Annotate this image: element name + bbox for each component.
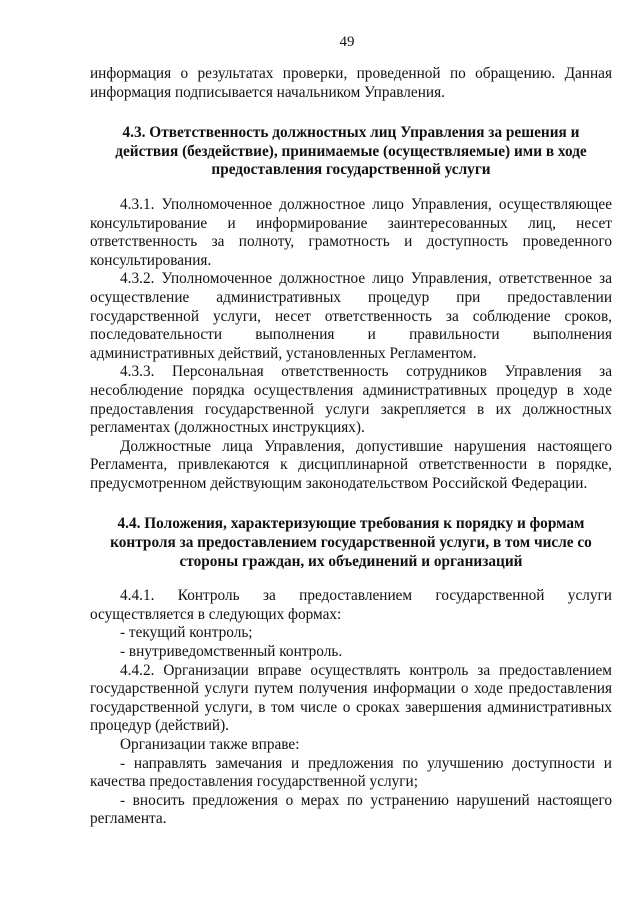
paragraph-4-3-1: 4.3.1. Уполномоченное должностное лицо Управления, осуществляющее консультирование и информирование заинтересованных лиц, несет ответственность за полноту, грамотность и доступность проведенного консультирования. xyxy=(90,195,612,269)
paragraph-organizations-rights: Организации также вправе: xyxy=(120,736,300,753)
paragraph-4-4-2: 4.4.2. Организации вправе осуществлять контроль за предоставлением государственной услуги путем получения информации о ходе предоставления государственной услуги, в том числе о сроках завершения административных процедур (действий). xyxy=(90,661,612,735)
paragraph-officials-liability: Должностные лица Управления, допустившие нарушения настоящего Регламента, привлекаются к дисциплинарной ответственности в порядке, предусмотренном действующим законодательством Российской Федерации. xyxy=(90,437,612,492)
page-number: 49 xyxy=(339,34,355,50)
list-item-current-control: - текущий контроль; xyxy=(120,624,253,642)
paragraph-4-3-3: 4.3.3. Персональная ответственность сотрудников Управления за несоблюдение порядка осуществления административных процедур в ходе предоставления государственной услуги закрепляется в их должностных регламентах (должностных инструкциях). xyxy=(90,363,612,437)
section-4-4-heading: 4.4. Положения, характеризующие требования к порядку и формам контроля за предоставлением государственной услуги, в том числе со стороны граждан, их объединений и организаций xyxy=(110,515,592,570)
paragraph-4-3-2: 4.3.2. Уполномоченное должностное лицо Управления, ответственное за осуществление административных процедур при предоставлении государственной услуги, несет ответственность за соблюдение сроков, последовательности выполнения и правильности выполнения административных действий, установленных Регламентом. xyxy=(90,270,612,362)
paragraph-4-4-1: 4.4.1. Контроль за предоставлением государственной услуги осуществляется в следующих формах: xyxy=(90,587,612,623)
intro-paragraph: информация о результатах проверки, проведенной по обращению. Данная информация подписывается начальником Управления. xyxy=(90,65,612,101)
list-item-submit-proposals: - вносить предложения о мерах по устранению нарушений настоящего регламента. xyxy=(90,791,612,828)
section-4-3-heading: 4.3. Ответственность должностных лиц Управления за решения и действия (бездействие), принимаемые (осуществляемые) ими в ходе предоставления государственной услуги xyxy=(115,124,587,179)
list-item-send-remarks: - направлять замечания и предложения по улучшению доступности и качества предоставления государственной услуги; xyxy=(90,754,612,791)
list-item-internal-control: - внутриведомственный контроль. xyxy=(120,643,343,661)
